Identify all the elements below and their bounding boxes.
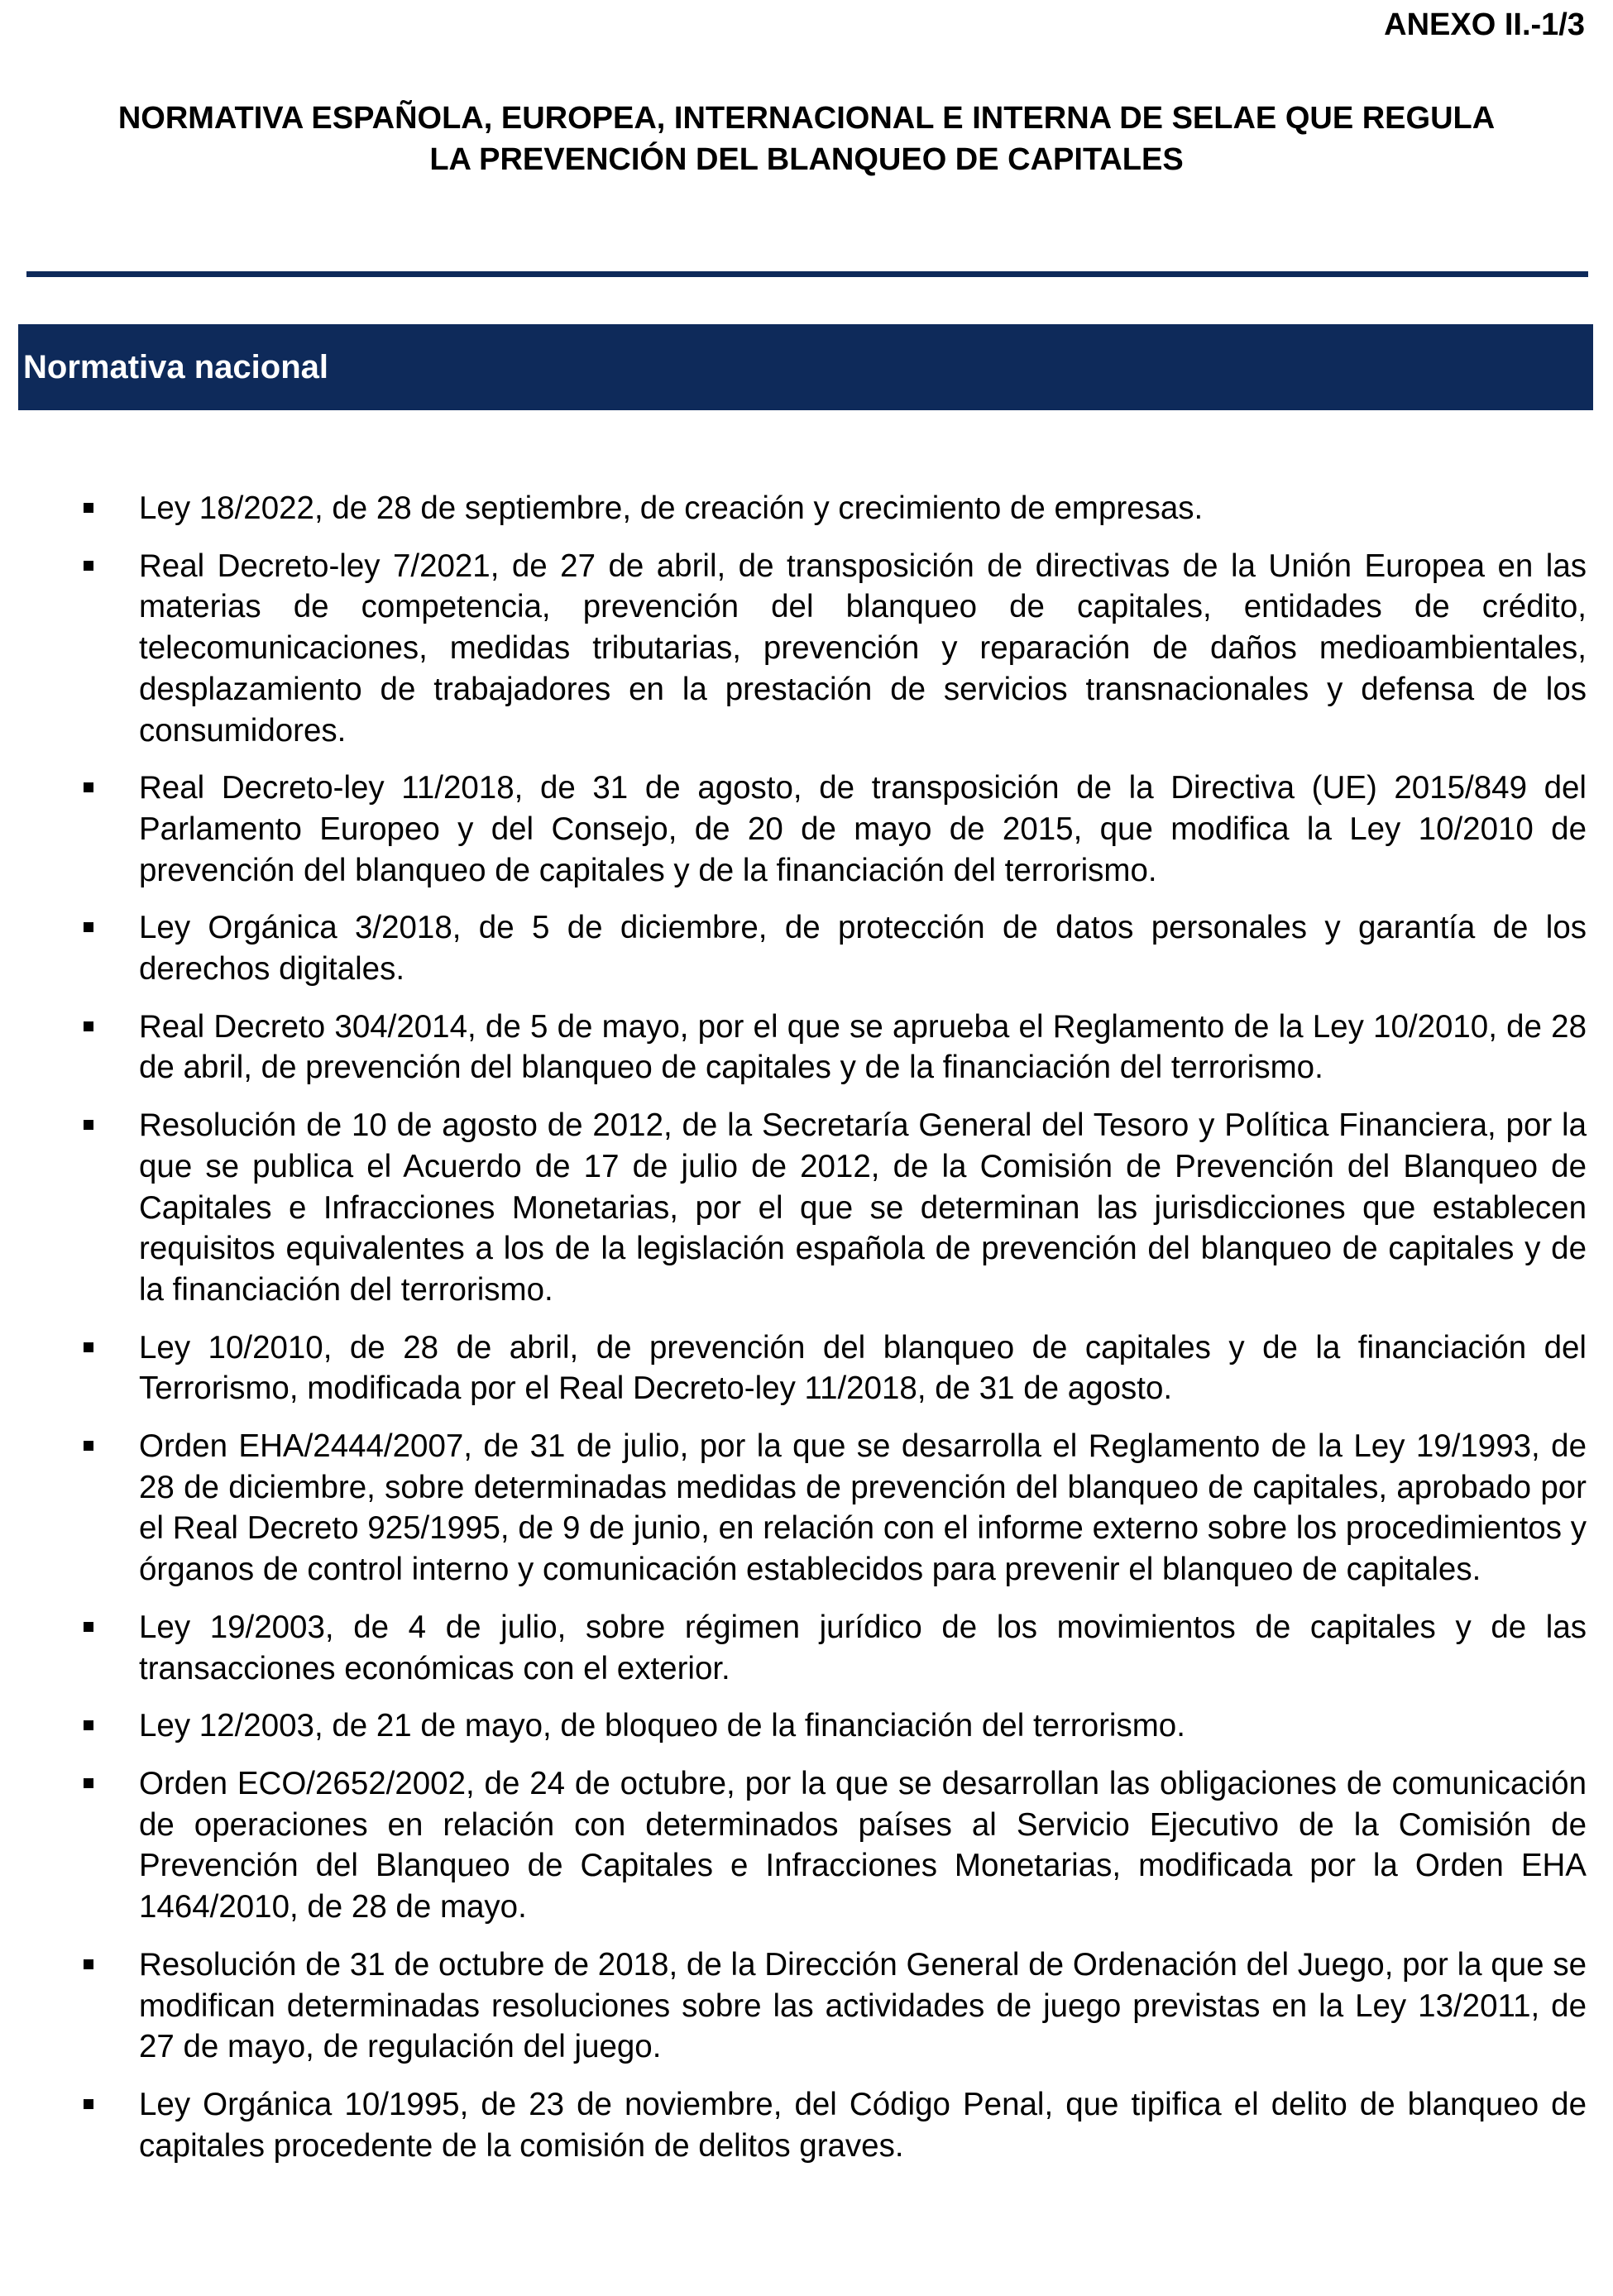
- page-title-line-1: NORMATIVA ESPAÑOLA, EUROPEA, INTERNACIONAL E INTERNA DE SELAE QUE REGULA: [117, 101, 1496, 136]
- list-item: [0, 768, 1613, 891]
- law-text: Resolución de 10 de agosto de 2012, de la Secretaría General del Tesoro y Política Financiera, por la que se publica el Acuerdo de 17 de julio de 2012, de la Comisión de Prevención del Blanqueo de Capitales e Infracciones Monetarias, por el que se determinan las jurisdicciones que establecen requisitos equivalentes a los de la legislación española de prevención del blanqueo de capitales y de la financiación del terrorismo.: [139, 1107, 1587, 1308]
- square-bullet-icon: [84, 2099, 93, 2109]
- law-text: Orden EHA/2444/2007, de 31 de julio, por la que se desarrolla el Reglamento de la Ley 19/1993, de 28 de diciembre, sobre determinadas medidas de prevención del blanqueo de capitales, aprobado por el Real Decreto 925/1995, de 9 de junio, en relación con el informe externo sobre los procedimientos y órganos de control interno y comunicación establecidos para prevenir el blanqueo de capitales.: [139, 1428, 1587, 1588]
- list-item: [0, 1705, 1613, 1747]
- law-text: Ley Orgánica 10/1995, de 23 de noviembre, del Código Penal, que tipifica el delito de blanqueo de capitales procedente de la comisión de delitos graves.: [139, 2086, 1587, 2164]
- law-list: [0, 488, 1613, 2183]
- section-header: [18, 324, 1593, 410]
- square-bullet-icon: [84, 1120, 93, 1130]
- square-bullet-icon: [84, 1720, 93, 1730]
- annex-label: ANEXO II.-1/3: [1384, 7, 1585, 42]
- list-item: [0, 1007, 1613, 1088]
- law-text: Ley 19/2003, de 4 de julio, sobre régimen jurídico de los movimientos de capitales y de las transacciones económicas con el exterior.: [139, 1609, 1587, 1686]
- square-bullet-icon: [84, 503, 93, 513]
- list-item: [0, 1944, 1613, 2068]
- list-item: [0, 546, 1613, 752]
- square-bullet-icon: [84, 1959, 93, 1969]
- title-divider: [26, 271, 1588, 277]
- law-text: Ley Orgánica 3/2018, de 5 de diciembre, de protección de datos personales y garantía de los derechos digitales.: [139, 910, 1587, 988]
- list-item: [0, 1105, 1613, 1311]
- list-item: [0, 2084, 1613, 2166]
- square-bullet-icon: [84, 561, 93, 571]
- list-item: [0, 1327, 1613, 1409]
- square-bullet-icon: [84, 1441, 93, 1451]
- law-text: Orden ECO/2652/2002, de 24 de octubre, por la que se desarrollan las obligaciones de comunicación de operaciones en relación con determinados países al Servicio Ejecutivo de la Comisión de Prevención del Blanqueo de Capitales e Infracciones Monetarias, modificada por la Orden EHA 1464/2010, de 28 de mayo.: [139, 1765, 1587, 1925]
- list-item: [0, 1763, 1613, 1928]
- section-title: Normativa nacional: [23, 348, 329, 385]
- law-text: Ley 18/2022, de 28 de septiembre, de creación y crecimiento de empresas.: [139, 490, 1204, 526]
- list-item: [0, 488, 1613, 529]
- page-title: [0, 98, 1613, 180]
- square-bullet-icon: [84, 922, 93, 932]
- law-text: Ley 10/2010, de 28 de abril, de prevención del blanqueo de capitales y de la financiación del Terrorismo, modificada por el Real Decreto-ley 11/2018, de 31 de agosto.: [139, 1329, 1587, 1407]
- law-text: Resolución de 31 de octubre de 2018, de la Dirección General de Ordenación del Juego, por la que se modifican determinadas resoluciones sobre las actividades de juego previstas en la Ley 13/2011, de 27 de mayo, de regulación del juego.: [139, 1946, 1587, 2065]
- law-text: Real Decreto-ley 11/2018, de 31 de agosto, de transposición de la Directiva (UE) 2015/849 del Parlamento Europeo y del Consejo, de 20 de mayo de 2015, que modifica la Ley 10/2010 de prevención del blanqueo de capitales y de la financiación del terrorismo.: [139, 770, 1587, 888]
- list-item: [0, 907, 1613, 989]
- square-bullet-icon: [84, 782, 93, 792]
- law-text: Real Decreto 304/2014, de 5 de mayo, por el que se aprueba el Reglamento de la Ley 10/2010, de 28 de abril, de prevención del blanqueo de capitales y de la financiación del terrorismo.: [139, 1008, 1587, 1086]
- list-item: [0, 1607, 1613, 1689]
- list-item: [0, 1426, 1613, 1590]
- law-text: Real Decreto-ley 7/2021, de 27 de abril, de transposición de directivas de la Unión Europea en las materias de competencia, prevención del blanqueo de capitales, entidades de crédito, telecomunicaciones, medidas tributarias, prevención y reparación de daños medioambientales, desplazamiento de trabajadores en la prestación de servicios transnacionales y defensa de los consumidores.: [139, 548, 1587, 749]
- law-text: Ley 12/2003, de 21 de mayo, de bloqueo de la financiación del terrorismo.: [139, 1708, 1185, 1744]
- square-bullet-icon: [84, 1021, 93, 1031]
- square-bullet-icon: [84, 1622, 93, 1632]
- square-bullet-icon: [84, 1778, 93, 1788]
- page-title-line-2: LA PREVENCIÓN DEL BLANQUEO DE CAPITALES: [429, 142, 1184, 177]
- square-bullet-icon: [84, 1342, 93, 1352]
